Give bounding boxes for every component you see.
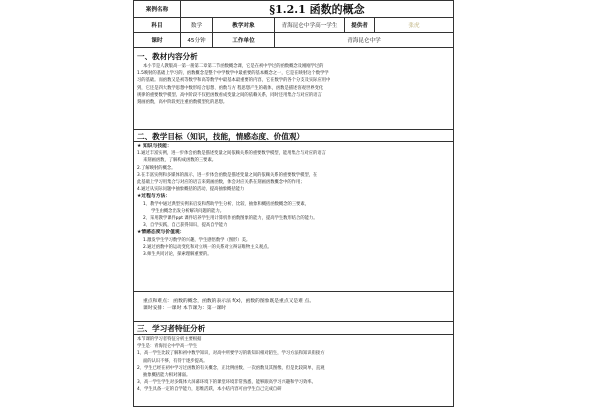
list-item: 1.激发学生学习数学的兴趣，学生感悟数学（图形）美。: [143, 237, 251, 243]
paragraph-line: 1.5映射的基础上学习的，函数概念是整个中学数学中最重要的基本概念之一，它是在映射这个数学学: [137, 71, 329, 77]
paragraph-line: 学生是：青海昆仑中学高一学生: [137, 344, 198, 350]
textbook-analysis-section: [133, 48, 454, 130]
section-title: 二、教学目标（知识，技能，情感态度、价值观）: [133, 130, 454, 142]
emotion-heading: ★情感态度与价值观：: [137, 230, 185, 236]
section-title: 一、教材内容分析: [137, 52, 198, 61]
unit-value: 青海昆仑中学: [275, 33, 454, 48]
knowledge-heading: ★ 知识与技能：: [137, 144, 172, 149]
list-item: 2.了解映射的概念。: [137, 165, 176, 171]
hours-value: 45分钟: [181, 33, 213, 48]
paragraph-line: 本节课的学习者特征分析主要根据: [137, 337, 202, 342]
subject-label: 科目: [134, 18, 181, 33]
process-heading: ★过程与方法：: [137, 194, 171, 200]
teaching-objectives-section: [133, 142, 454, 292]
list-item: 3.师生共同讨论，探索理解重要的。: [143, 252, 212, 258]
list-item: 学生由概念出发分析解决问题的能力。: [151, 208, 225, 214]
header-info-table: [133, 0, 454, 48]
list-item: 3、高一学生学生对多媒体大屏幕环境下的课堂环境非常熟悉，能够跟高学习兴趣和学习效率。: [137, 380, 316, 386]
list-item: 1、教学中通过典型实例来启发和帮助学生分析、比较、抽象和概括函数概念的三要素，: [143, 201, 310, 207]
paragraph-line: 习的基础。而函数又是初等数学和高等数学中最基本最重要的内容，它在数学的各个分支及实际应用中: [137, 78, 331, 84]
section-title: 三、学习者特征分析: [133, 322, 454, 335]
audience-value: 青海昆仑中学高一学生: [275, 18, 345, 33]
lesson-schedule: 课时安排：一课时 本节课为：第一课时: [143, 306, 227, 312]
provider-value: 张虎: [375, 18, 454, 33]
list-item: 此基础上学习用集合与对应的语言来刻画函数，体会对应关系在刻画函数概念中的作用；: [137, 180, 305, 186]
list-item: 3、自学实践，自己获得知识，提高自学能力: [143, 223, 228, 229]
list-item: 抽象概括能力相对薄弱。: [143, 373, 191, 379]
list-item: 2、学生已经在初中学习过函数的有关概念，正比例函数、一次函数及其图像，但是比较简单，直观: [137, 365, 325, 371]
list-item: 1、高一学生比较了解和初中数学知识，对高中所要学习的新知识相对陌生，学习方法和知识衔接方: [137, 351, 325, 357]
provider-label: 提供者: [345, 18, 375, 33]
list-item: 面的认识不够，有待于逐步提高。: [143, 358, 208, 364]
audience-label: 教学对象: [213, 18, 275, 33]
list-item: 4、学生具备一定的自学能力，思维活跃，本小结内容可由学生自己完成自研: [137, 387, 282, 393]
list-item: 2.通过函数中的运动变化和对立统一的关系对立辩证唯物主义观点。: [143, 244, 272, 250]
paragraph-line: 本小节是人教版高一第一册第二章第二节函数概念课，它是在初中学过的函数概念及刚刚学过的: [143, 64, 324, 69]
lesson-plan-page: [133, 0, 454, 400]
unit-label: 工作单位: [213, 33, 275, 48]
paragraph-line: 刻画函数，高中阶段更注重函数模型化的思想。: [137, 100, 228, 106]
list-item: 2、采用教学课件ppt 课件培养学生用计算机作函数图象的能力，提高学生数形结合的能力。: [143, 216, 318, 222]
paragraph-line: 规律的重要数学模型。高中阶段不仅把函数看成变量之间的依赖关系，同时还用集合与对应的语言: [137, 92, 322, 98]
list-item: 1.通过丰富实例，进一步体会函数是描述变量之间依赖关系的重要数学模型，能用集合与对应的语言: [137, 151, 326, 157]
key-points-section: [133, 292, 454, 322]
paragraph-line: 到，它还是四大数学思想中数形结合思想、函数与方 程思想产生的载体，函数是描述客观世界变化: [137, 85, 324, 91]
hours-label: 课时: [134, 33, 181, 48]
key-difficult-points: 重点和难点： 函数的概念，函数的表示法 f(x)，函数的图象既是重点又是难 点。: [143, 299, 315, 304]
list-item: 来刻画函数，了解构成函数的三要素。: [143, 158, 217, 164]
learner-analysis-section: [133, 335, 454, 407]
list-item: 3.在丰富实例和多媒体的演示，进一步体会函数是描述变量之间的依赖关系的重要数学模型，在: [137, 172, 318, 178]
list-item: 4.通过从实际问题中抽象概括的活动，提高抽象概括能力: [137, 187, 245, 193]
subject-value: 数学: [181, 18, 213, 33]
case-title: §1.2.1 函数的概念: [181, 1, 454, 18]
case-name-label: 案例名称: [134, 1, 181, 18]
